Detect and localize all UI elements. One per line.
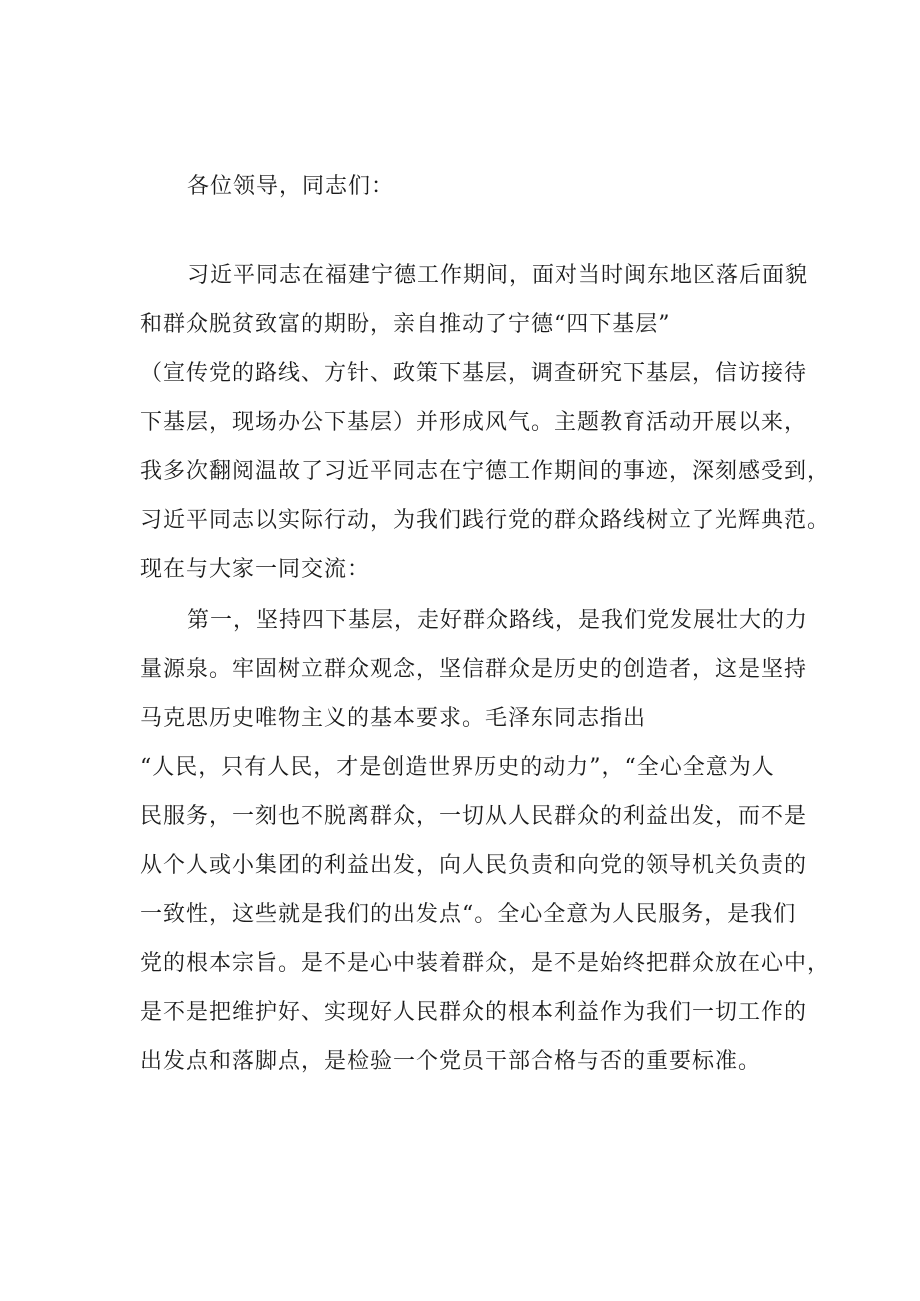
paragraph-line: 我多次翻阅温故了习近平同志在宁德工作期间的事迹，深刻感受到， [140, 459, 831, 484]
paragraph-line: 习近平同志在福建宁德工作期间，面对当时闽东地区落后面貌 [187, 263, 809, 288]
salutation [140, 162, 780, 211]
paragraph-line: 民服务，一刻也不脱离群众，一切从人民群众的利益出发，而不是 [140, 804, 808, 829]
paragraph-line: 量源泉。牢固树立群众观念，坚信群众是历史的创造者，这是坚持 [140, 657, 808, 682]
paragraph-line: “人民，只有人民，才是创造世界历史的动力”，“全心全意为人 [140, 755, 775, 780]
paragraph-1 [140, 251, 831, 594]
paragraph-line: 下基层，现场办公下基层）并形成风气。主题教育活动开展以来， [140, 410, 808, 435]
salutation-line: 各位领导，同志们： [187, 174, 395, 199]
paragraph-line: 是不是把维护好、实现好人民群众的根本利益作为我们一切工作的 [140, 1000, 808, 1025]
paragraph-2 [140, 596, 831, 1086]
paragraph-line: 从个人或小集团的利益出发，向人民负责和向党的领导机关负责的 [140, 853, 808, 878]
paragraph-line: （宣传党的路线、方针、政策下基层，调查研究下基层，信访接待 [140, 361, 808, 386]
paragraph-line: 党的根本宗旨。是不是心中装着群众，是不是始终把群众放在心中， [140, 951, 831, 976]
paragraph-line: 马克思历史唯物主义的基本要求。毛泽东同志指出 [140, 706, 647, 731]
paragraph-line: 一致性，这些就是我们的出发点“。全心全意为人民服务，是我们 [140, 902, 797, 927]
paragraph-line: 和群众脱贫致富的期盼，亲自推动了宁德“四下基层” [140, 312, 671, 337]
paragraph-line: 习近平同志以实际行动，为我们践行党的群众路线树立了光辉典范。 [140, 508, 831, 533]
paragraph-line: 出发点和落脚点，是检验一个党员干部合格与否的重要标准。 [140, 1049, 762, 1074]
paragraph-line: 现在与大家一同交流： [140, 557, 371, 582]
paragraph-line: 第一，坚持四下基层，走好群众路线，是我们党发展壮大的力 [187, 608, 809, 633]
